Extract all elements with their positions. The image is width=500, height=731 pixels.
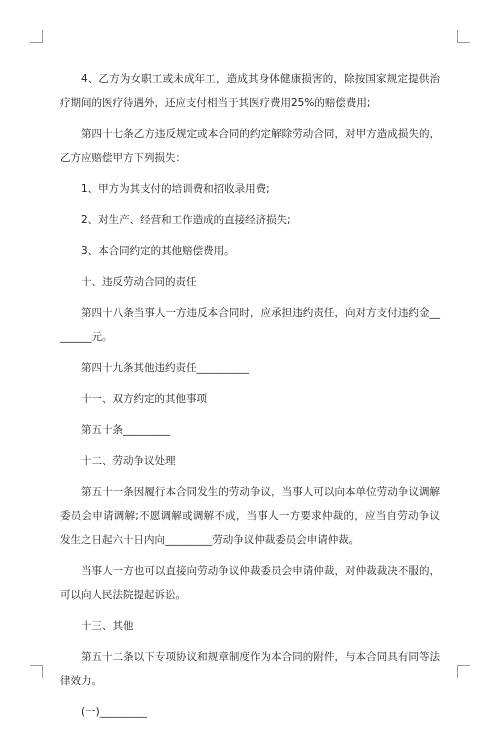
section-heading-11: 十一、双方约定的其他事项 (81, 393, 207, 405)
crop-mark-top-left (30, 30, 43, 43)
crop-mark-top-right (457, 30, 470, 43)
article-50: 第五十条_________ (81, 424, 171, 436)
section-heading-12: 十二、劳动争议处理 (81, 455, 176, 467)
section-heading-10: 十、违反劳动合同的责任 (81, 276, 197, 288)
crop-mark-bottom-right (457, 665, 470, 678)
document-body (60, 67, 440, 731)
article-47: 第四十七条乙方违反规定或本合同的约定解除劳动合同，对甲方造成损失的，乙方应赔偿甲方下列损失： (60, 128, 440, 164)
article-48: 第四十八条当事人一方违反本合同时，应承担违约责任，向对方支付违约金________元。 (60, 307, 440, 343)
attachment-item-1: (一)_________ (81, 706, 147, 718)
arbitration-litigation-paragraph: 当事人一方也可以直接向劳动争议仲裁委员会申请仲裁，对仲裁裁决不服的，可以向人民法院提起诉讼。 (60, 565, 440, 601)
clause-4-female-minor-workers: 4、乙方为女职工或未成年工，造成其身体健康损害的，除按国家规定提供治疗期间的医疗待遇外，还应支付相当于其医疗费用25%的赔偿费用; (60, 73, 440, 109)
crop-mark-bottom-left (30, 665, 43, 678)
loss-item-2: 2、对生产、经营和工作造成的直接经济损失; (81, 214, 291, 226)
article-49: 第四十九条其他违约责任__________ (81, 362, 249, 374)
article-51: 第五十一条因履行本合同发生的劳动争议，当事人可以向本单位劳动争议调解委员会申请调解;不愿调解或调解不成，当事人一方要求仲裁的，应当自劳动争议发生之日起六十日内向_________劳动争议仲裁委员会申请仲裁。 (60, 486, 440, 546)
loss-item-1: 1、甲方为其支付的培训费和招收录用费; (81, 183, 270, 195)
loss-item-3: 3、本合同约定的其他赔偿费用。 (81, 245, 235, 257)
section-heading-13: 十三、其他 (81, 620, 134, 632)
article-52: 第五十二条以下专项协议和规章制度作为本合同的附件，与本合同具有同等法律效力。 (60, 651, 440, 687)
